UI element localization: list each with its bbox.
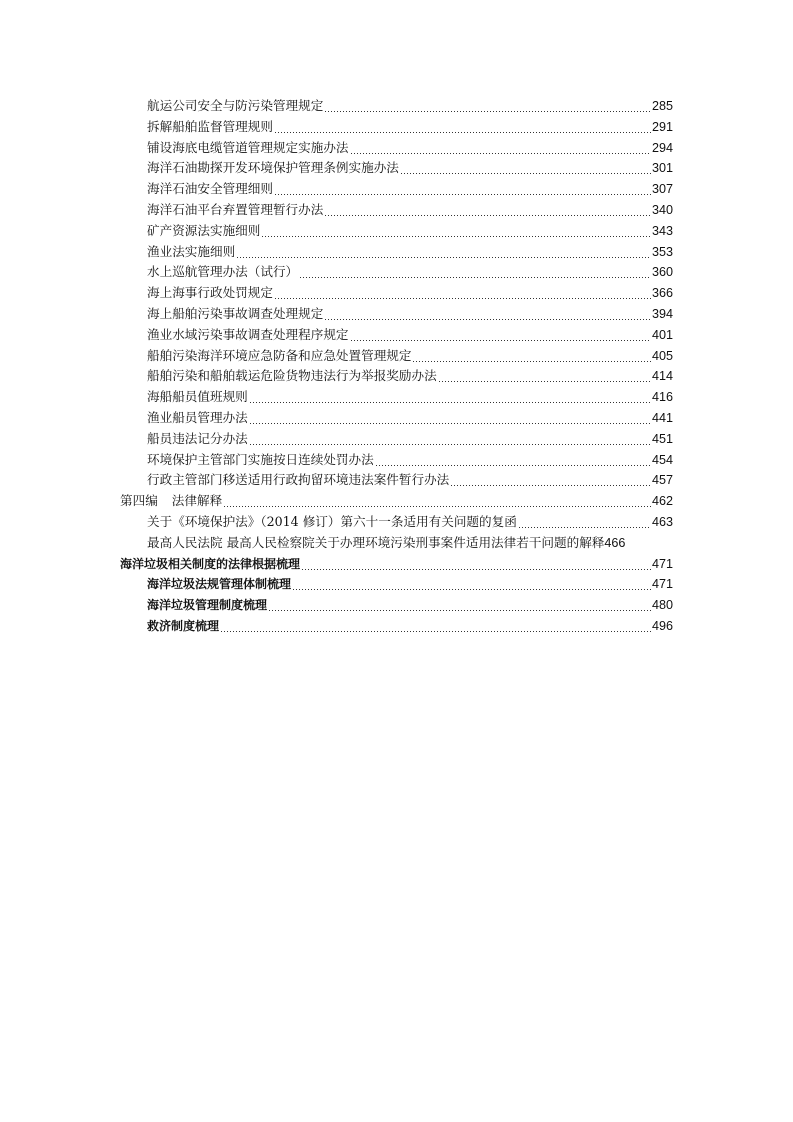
toc-entry[interactable]	[0, 96, 793, 117]
page-number: 366	[651, 286, 673, 301]
toc-entry-title: 船舶污染海洋环境应急防备和应急处置管理规定	[147, 347, 412, 363]
toc-entry[interactable]	[0, 242, 793, 263]
toc-entry-title: 海上海事行政处罚规定	[147, 285, 273, 301]
toc-entry-title: 渔业船员管理办法	[147, 409, 248, 425]
toc-entry[interactable]	[0, 283, 793, 304]
toc-entry[interactable]	[0, 304, 793, 325]
dot-leader	[438, 366, 651, 387]
toc-entry-title: 水上巡航管理办法（试行）	[147, 264, 299, 280]
toc-entry[interactable]	[0, 450, 793, 471]
toc-entry[interactable]	[0, 429, 793, 450]
toc-entry[interactable]	[0, 138, 793, 159]
table-of-contents	[0, 96, 793, 637]
toc-entry[interactable]	[0, 595, 793, 616]
dot-leader	[236, 242, 651, 263]
dot-leader	[301, 554, 651, 575]
dot-leader	[450, 470, 651, 491]
toc-entry[interactable]	[0, 366, 793, 387]
page-number: 441	[651, 410, 673, 425]
page-number: 480	[651, 598, 673, 613]
page-number: 462	[651, 494, 673, 509]
dot-leader	[268, 595, 651, 616]
dot-leader	[274, 117, 651, 138]
toc-entry[interactable]	[0, 387, 793, 408]
dot-leader	[249, 387, 651, 408]
dot-leader	[249, 408, 651, 429]
toc-entry-title: 航运公司安全与防污染管理规定	[147, 98, 324, 113]
dot-leader	[274, 179, 651, 200]
dot-leader	[375, 450, 651, 471]
toc-entry-title: 海洋垃圾相关制度的法律根据梳理	[120, 556, 301, 571]
page-number: 463	[651, 514, 673, 529]
toc-entry[interactable]	[0, 158, 793, 179]
toc-entry[interactable]	[0, 408, 793, 429]
dot-leader	[249, 429, 651, 450]
toc-entry[interactable]	[0, 325, 793, 346]
page-number: 496	[651, 618, 673, 633]
page-number: 294	[651, 140, 673, 155]
page-number: 414	[651, 369, 673, 384]
dot-leader	[518, 512, 651, 533]
dot-leader	[223, 491, 651, 512]
dot-leader	[220, 616, 651, 637]
toc-entry-title: 救济制度梳理	[147, 618, 220, 633]
toc-entry[interactable]	[0, 117, 793, 138]
page-number: 457	[651, 473, 673, 488]
dot-leader	[261, 221, 651, 242]
toc-entry[interactable]	[0, 574, 793, 595]
toc-entry[interactable]	[0, 221, 793, 242]
toc-entry[interactable]	[0, 491, 793, 512]
dot-leader	[350, 325, 651, 346]
toc-entry-title: 拆解船舶监督管理规则	[147, 118, 273, 134]
toc-entry[interactable]	[0, 200, 793, 221]
page-number: 405	[651, 348, 673, 363]
toc-entry-title: 铺设海底电缆管道管理规定实施办法	[147, 139, 349, 155]
dot-leader	[299, 262, 651, 283]
page-number: 340	[651, 202, 673, 217]
toc-entry-title: 环境保护主管部门实施按日连续处罚办法	[147, 451, 374, 467]
page-number: 471	[651, 577, 673, 592]
toc-entry-title: 海洋石油安全管理细则	[147, 181, 273, 197]
toc-entry[interactable]	[0, 554, 793, 575]
page-number: 451	[651, 431, 673, 446]
toc-entry-title: 渔业水域污染事故调查处理程序规定	[147, 326, 349, 342]
toc-entry-title: 海上船舶污染事故调查处理规定	[147, 305, 324, 321]
toc-entry[interactable]	[0, 179, 793, 200]
toc-entry-title: 渔业法实施细则	[147, 243, 236, 259]
dot-leader	[412, 346, 651, 367]
page-number: 401	[651, 327, 673, 342]
toc-entry[interactable]	[0, 346, 793, 367]
page-number: 466	[604, 535, 626, 550]
toc-entry[interactable]	[0, 533, 793, 554]
page-number: 343	[651, 223, 673, 238]
toc-entry-title: 海洋垃圾法规管理体制梳理	[147, 577, 292, 592]
dot-leader	[274, 283, 651, 304]
toc-entry-title: 海洋石油勘探开发环境保护管理条例实施办法	[147, 160, 399, 176]
toc-entry[interactable]	[0, 512, 793, 533]
toc-entry-title: 行政主管部门移送适用行政拘留环境违法案件暂行办法	[147, 472, 450, 488]
toc-entry-title: 海船船员值班规则	[147, 389, 248, 405]
page-number: 307	[651, 182, 673, 197]
toc-entry-subtitle: 法律解释	[171, 493, 223, 509]
dot-leader	[400, 158, 651, 179]
toc-entry-title: 最高人民法院 最高人民检察院关于办理环境污染刑事案件适用法律若干问题的解释	[147, 534, 605, 550]
page-number: 416	[651, 390, 673, 405]
toc-entry-title: 船员违法记分办法	[147, 430, 248, 446]
toc-entry-title: 第四编	[120, 493, 158, 509]
toc-entry[interactable]	[0, 470, 793, 491]
dot-leader	[292, 574, 651, 595]
toc-entry-title: 船舶污染和船舶载运危险货物违法行为举报奖励办法	[147, 368, 437, 384]
toc-entry-title: 海洋石油平台弃置管理暂行办法	[147, 201, 324, 217]
dot-leader	[350, 138, 651, 159]
page-number: 291	[651, 119, 673, 134]
dot-leader	[324, 96, 651, 117]
page-number: 301	[651, 161, 673, 176]
dot-leader	[324, 200, 651, 221]
toc-entry[interactable]	[0, 616, 793, 637]
toc-entry-title: 矿产资源法实施细则	[147, 222, 261, 238]
page-number: 285	[651, 99, 673, 113]
toc-entry-title: 海洋垃圾管理制度梳理	[147, 598, 268, 613]
page-number: 360	[651, 265, 673, 280]
page-number: 394	[651, 306, 673, 321]
toc-entry[interactable]	[0, 262, 793, 283]
page-number: 353	[651, 244, 673, 259]
toc-entry-title: 关于《环境保护法》（2014 修订）第六十一条适用有关问题的复函	[147, 513, 517, 529]
dot-leader	[324, 304, 651, 325]
page-number: 454	[651, 452, 673, 467]
page-number: 471	[651, 556, 673, 571]
